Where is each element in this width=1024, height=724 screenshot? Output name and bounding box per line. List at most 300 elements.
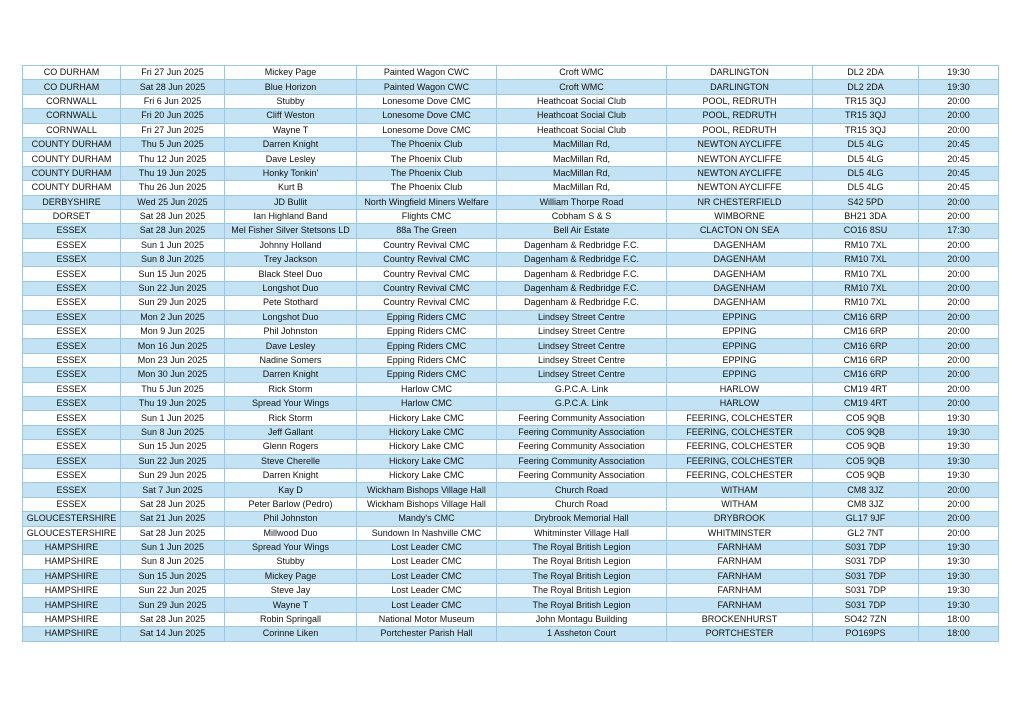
cell-time: 19:30 (919, 425, 999, 439)
cell-postcode: RM10 7XL (813, 238, 919, 252)
cell-town: DAGENHAM (667, 296, 813, 310)
cell-club: Hickory Lake CMC (357, 411, 497, 425)
cell-postcode: DL5 4LG (813, 152, 919, 166)
cell-time: 19:30 (919, 411, 999, 425)
cell-artist: Stubby (225, 555, 357, 569)
table-row (23, 569, 999, 583)
cell-artist: Steve Cherelle (225, 454, 357, 468)
cell-club: Painted Wagon CWC (357, 66, 497, 80)
cell-date: Sun 15 Jun 2025 (121, 440, 225, 454)
cell-club: National Motor Museum (357, 612, 497, 626)
cell-date: Fri 6 Jun 2025 (121, 94, 225, 108)
cell-club: The Phoenix Club (357, 137, 497, 151)
cell-postcode: S42 5PD (813, 195, 919, 209)
cell-time: 20:00 (919, 267, 999, 281)
cell-artist: Glenn Rogers (225, 440, 357, 454)
cell-town: POOL, REDRUTH (667, 109, 813, 123)
cell-postcode: DL5 4LG (813, 181, 919, 195)
cell-postcode: PO169PS (813, 627, 919, 641)
cell-town: FARNHAM (667, 598, 813, 612)
cell-date: Sat 28 Jun 2025 (121, 526, 225, 540)
cell-time: 20:00 (919, 209, 999, 223)
table-row (23, 152, 999, 166)
cell-club: Portchester Parish Hall (357, 627, 497, 641)
cell-time: 20:00 (919, 396, 999, 410)
cell-venue: The Royal British Legion (497, 555, 667, 569)
cell-postcode: SO42 7ZN (813, 612, 919, 626)
table-row (23, 497, 999, 511)
cell-time: 20:00 (919, 123, 999, 137)
table-row (23, 339, 999, 353)
table-row (23, 109, 999, 123)
table-row (23, 94, 999, 108)
cell-artist: Peter Barlow (Pedro) (225, 497, 357, 511)
cell-town: DAGENHAM (667, 267, 813, 281)
cell-club: Harlow CMC (357, 382, 497, 396)
cell-date: Thu 12 Jun 2025 (121, 152, 225, 166)
cell-date: Sun 15 Jun 2025 (121, 267, 225, 281)
cell-county: COUNTY DURHAM (23, 152, 121, 166)
cell-artist: Trey Jackson (225, 253, 357, 267)
cell-artist: Spread Your Wings (225, 396, 357, 410)
cell-club: Country Revival CMC (357, 253, 497, 267)
table-row (23, 209, 999, 223)
cell-postcode: S031 7DP (813, 540, 919, 554)
cell-date: Wed 25 Jun 2025 (121, 195, 225, 209)
cell-date: Sun 8 Jun 2025 (121, 555, 225, 569)
cell-time: 20:00 (919, 382, 999, 396)
cell-county: ESSEX (23, 440, 121, 454)
cell-time: 17:30 (919, 224, 999, 238)
cell-time: 19:30 (919, 555, 999, 569)
cell-club: Lost Leader CMC (357, 555, 497, 569)
cell-artist: Longshot Duo (225, 310, 357, 324)
cell-artist: Nadine Somers (225, 353, 357, 367)
cell-town: BROCKENHURST (667, 612, 813, 626)
table-row (23, 454, 999, 468)
cell-date: Sun 1 Jun 2025 (121, 238, 225, 252)
table-row (23, 612, 999, 626)
cell-club: North Wingfield Miners Welfare (357, 195, 497, 209)
cell-postcode: DL2 2DA (813, 66, 919, 80)
cell-county: ESSEX (23, 281, 121, 295)
cell-time: 20:00 (919, 353, 999, 367)
cell-artist: Rick Storm (225, 411, 357, 425)
cell-artist: Johnny Holland (225, 238, 357, 252)
cell-town: FEERING, COLCHESTER (667, 454, 813, 468)
cell-county: COUNTY DURHAM (23, 137, 121, 151)
table-row (23, 468, 999, 482)
cell-date: Thu 19 Jun 2025 (121, 166, 225, 180)
cell-postcode: CO5 9QB (813, 454, 919, 468)
cell-county: HAMPSHIRE (23, 612, 121, 626)
cell-time: 20:00 (919, 310, 999, 324)
cell-county: ESSEX (23, 425, 121, 439)
cell-venue: Croft WMC (497, 80, 667, 94)
cell-club: Mandy's CMC (357, 512, 497, 526)
table-row (23, 368, 999, 382)
cell-artist: Stubby (225, 94, 357, 108)
cell-club: The Phoenix Club (357, 166, 497, 180)
cell-county: ESSEX (23, 368, 121, 382)
cell-venue: Lindsey Street Centre (497, 325, 667, 339)
cell-venue: The Royal British Legion (497, 598, 667, 612)
cell-county: COUNTY DURHAM (23, 166, 121, 180)
cell-artist: Spread Your Wings (225, 540, 357, 554)
table-row (23, 310, 999, 324)
cell-artist: Ian Highland Band (225, 209, 357, 223)
cell-artist: Darren Knight (225, 137, 357, 151)
cell-venue: Whitminster Village Hall (497, 526, 667, 540)
cell-time: 20:45 (919, 137, 999, 151)
cell-postcode: S031 7DP (813, 584, 919, 598)
cell-postcode: RM10 7XL (813, 296, 919, 310)
cell-venue: Heathcoat Social Club (497, 94, 667, 108)
cell-artist: Phil Johnston (225, 325, 357, 339)
cell-venue: Feering Community Association (497, 468, 667, 482)
cell-time: 20:00 (919, 368, 999, 382)
cell-artist: Kay D (225, 483, 357, 497)
cell-venue: Dagenham & Redbridge F.C. (497, 267, 667, 281)
cell-postcode: CM16 6RP (813, 339, 919, 353)
cell-town: DRYBROOK (667, 512, 813, 526)
cell-time: 19:30 (919, 540, 999, 554)
cell-venue: Church Road (497, 483, 667, 497)
cell-venue: Heathcoat Social Club (497, 123, 667, 137)
cell-venue: MacMillan Rd, (497, 166, 667, 180)
cell-town: DARLINGTON (667, 80, 813, 94)
cell-date: Sun 1 Jun 2025 (121, 540, 225, 554)
cell-artist: Blue Horizon (225, 80, 357, 94)
cell-county: DERBYSHIRE (23, 195, 121, 209)
cell-artist: Robin Springall (225, 612, 357, 626)
cell-artist: Corinne Liken (225, 627, 357, 641)
cell-artist: Darren Knight (225, 468, 357, 482)
cell-club: Sundown In Nashville CMC (357, 526, 497, 540)
cell-postcode: CM19 4RT (813, 396, 919, 410)
cell-town: NEWTON AYCLIFFE (667, 166, 813, 180)
cell-artist: Phil Johnston (225, 512, 357, 526)
table-row (23, 166, 999, 180)
cell-town: HARLOW (667, 382, 813, 396)
cell-town: WITHAM (667, 483, 813, 497)
cell-postcode: CM16 6RP (813, 353, 919, 367)
cell-venue: John Montagu Building (497, 612, 667, 626)
cell-artist: Darren Knight (225, 368, 357, 382)
table-row (23, 137, 999, 151)
cell-club: Epping Riders CMC (357, 325, 497, 339)
cell-venue: The Royal British Legion (497, 569, 667, 583)
cell-time: 19:30 (919, 454, 999, 468)
cell-time: 20:00 (919, 497, 999, 511)
table-row (23, 627, 999, 641)
cell-postcode: DL5 4LG (813, 137, 919, 151)
cell-county: HAMPSHIRE (23, 627, 121, 641)
cell-town: POOL, REDRUTH (667, 123, 813, 137)
table-row (23, 325, 999, 339)
cell-time: 20:00 (919, 195, 999, 209)
cell-town: FEERING, COLCHESTER (667, 425, 813, 439)
cell-date: Mon 30 Jun 2025 (121, 368, 225, 382)
cell-club: Flights CMC (357, 209, 497, 223)
cell-venue: Dagenham & Redbridge F.C. (497, 281, 667, 295)
cell-time: 20:00 (919, 483, 999, 497)
cell-town: EPPING (667, 339, 813, 353)
cell-date: Sun 29 Jun 2025 (121, 296, 225, 310)
cell-club: Epping Riders CMC (357, 339, 497, 353)
cell-town: FARNHAM (667, 584, 813, 598)
cell-town: POOL, REDRUTH (667, 94, 813, 108)
cell-club: Lost Leader CMC (357, 569, 497, 583)
cell-time: 20:00 (919, 238, 999, 252)
cell-town: FEERING, COLCHESTER (667, 468, 813, 482)
table-row (23, 483, 999, 497)
cell-artist: Rick Storm (225, 382, 357, 396)
cell-postcode: CO16 8SU (813, 224, 919, 238)
cell-club: Lonesome Dove CMC (357, 109, 497, 123)
cell-club: Hickory Lake CMC (357, 468, 497, 482)
cell-venue: Church Road (497, 497, 667, 511)
cell-time: 19:30 (919, 80, 999, 94)
cell-venue: Feering Community Association (497, 454, 667, 468)
cell-town: EPPING (667, 310, 813, 324)
cell-time: 19:30 (919, 66, 999, 80)
table-row (23, 296, 999, 310)
cell-town: NEWTON AYCLIFFE (667, 152, 813, 166)
cell-county: HAMPSHIRE (23, 555, 121, 569)
cell-county: ESSEX (23, 325, 121, 339)
cell-club: Country Revival CMC (357, 281, 497, 295)
cell-county: CO DURHAM (23, 66, 121, 80)
cell-town: EPPING (667, 325, 813, 339)
cell-county: ESSEX (23, 267, 121, 281)
cell-county: HAMPSHIRE (23, 569, 121, 583)
cell-county: CORNWALL (23, 123, 121, 137)
cell-date: Sat 28 Jun 2025 (121, 612, 225, 626)
cell-date: Sun 15 Jun 2025 (121, 569, 225, 583)
table-row (23, 80, 999, 94)
cell-county: ESSEX (23, 224, 121, 238)
table-row (23, 267, 999, 281)
cell-artist: Longshot Duo (225, 281, 357, 295)
cell-county: ESSEX (23, 454, 121, 468)
cell-postcode: CO5 9QB (813, 411, 919, 425)
cell-postcode: CM8 3JZ (813, 497, 919, 511)
cell-venue: Bell Air Estate (497, 224, 667, 238)
cell-venue: Drybrook Memorial Hall (497, 512, 667, 526)
cell-time: 19:30 (919, 569, 999, 583)
cell-town: WITHAM (667, 497, 813, 511)
cell-county: ESSEX (23, 468, 121, 482)
table-row (23, 224, 999, 238)
cell-artist: Mickey Page (225, 66, 357, 80)
cell-venue: G.P.C.A. Link (497, 396, 667, 410)
cell-date: Mon 23 Jun 2025 (121, 353, 225, 367)
cell-postcode: S031 7DP (813, 598, 919, 612)
table-row (23, 66, 999, 80)
cell-venue: G.P.C.A. Link (497, 382, 667, 396)
cell-club: Lost Leader CMC (357, 598, 497, 612)
cell-postcode: TR15 3QJ (813, 94, 919, 108)
cell-artist: Black Steel Duo (225, 267, 357, 281)
cell-club: Harlow CMC (357, 396, 497, 410)
cell-postcode: TR15 3QJ (813, 109, 919, 123)
cell-club: Lost Leader CMC (357, 540, 497, 554)
cell-club: Epping Riders CMC (357, 310, 497, 324)
table-row (23, 396, 999, 410)
cell-county: ESSEX (23, 310, 121, 324)
cell-town: EPPING (667, 368, 813, 382)
cell-time: 20:00 (919, 109, 999, 123)
cell-club: Wickham Bishops Village Hall (357, 483, 497, 497)
cell-county: ESSEX (23, 497, 121, 511)
cell-artist: Mickey Page (225, 569, 357, 583)
cell-artist: Wayne T (225, 598, 357, 612)
cell-postcode: GL17 9JF (813, 512, 919, 526)
cell-town: CLACTON ON SEA (667, 224, 813, 238)
cell-artist: Steve Jay (225, 584, 357, 598)
cell-date: Sun 22 Jun 2025 (121, 454, 225, 468)
cell-time: 20:00 (919, 512, 999, 526)
cell-venue: Lindsey Street Centre (497, 353, 667, 367)
cell-date: Sat 28 Jun 2025 (121, 209, 225, 223)
cell-artist: Mel Fisher Silver Stetsons LD (225, 224, 357, 238)
gig-listing-table (22, 65, 999, 642)
cell-county: COUNTY DURHAM (23, 181, 121, 195)
cell-postcode: RM10 7XL (813, 253, 919, 267)
cell-venue: MacMillan Rd, (497, 137, 667, 151)
cell-time: 20:00 (919, 281, 999, 295)
cell-venue: Lindsey Street Centre (497, 368, 667, 382)
cell-artist: Pete Stothard (225, 296, 357, 310)
cell-time: 20:00 (919, 296, 999, 310)
cell-venue: The Royal British Legion (497, 584, 667, 598)
cell-artist: Millwood Duo (225, 526, 357, 540)
cell-town: FEERING, COLCHESTER (667, 411, 813, 425)
cell-date: Sat 14 Jun 2025 (121, 627, 225, 641)
table-row (23, 512, 999, 526)
cell-date: Sun 1 Jun 2025 (121, 411, 225, 425)
cell-venue: Dagenham & Redbridge F.C. (497, 296, 667, 310)
cell-county: HAMPSHIRE (23, 540, 121, 554)
cell-club: Wickham Bishops Village Hall (357, 497, 497, 511)
gig-rows (23, 66, 999, 642)
cell-county: ESSEX (23, 253, 121, 267)
cell-county: CO DURHAM (23, 80, 121, 94)
cell-county: CORNWALL (23, 109, 121, 123)
cell-club: Lonesome Dove CMC (357, 123, 497, 137)
cell-time: 20:00 (919, 253, 999, 267)
cell-date: Sun 29 Jun 2025 (121, 598, 225, 612)
cell-artist: Wayne T (225, 123, 357, 137)
cell-club: Hickory Lake CMC (357, 454, 497, 468)
cell-time: 20:00 (919, 526, 999, 540)
table-row (23, 123, 999, 137)
cell-postcode: CM19 4RT (813, 382, 919, 396)
table-row (23, 195, 999, 209)
cell-county: ESSEX (23, 339, 121, 353)
cell-county: ESSEX (23, 382, 121, 396)
cell-club: Painted Wagon CWC (357, 80, 497, 94)
table-row (23, 382, 999, 396)
cell-town: WHITMINSTER (667, 526, 813, 540)
cell-venue: Cobham S & S (497, 209, 667, 223)
cell-town: DAGENHAM (667, 253, 813, 267)
cell-date: Sat 28 Jun 2025 (121, 224, 225, 238)
cell-postcode: CO5 9QB (813, 440, 919, 454)
cell-venue: Lindsey Street Centre (497, 310, 667, 324)
cell-time: 20:45 (919, 152, 999, 166)
cell-venue: The Royal British Legion (497, 540, 667, 554)
cell-club: Country Revival CMC (357, 267, 497, 281)
cell-club: The Phoenix Club (357, 152, 497, 166)
cell-date: Thu 5 Jun 2025 (121, 382, 225, 396)
cell-town: FEERING, COLCHESTER (667, 440, 813, 454)
cell-venue: Heathcoat Social Club (497, 109, 667, 123)
cell-venue: Lindsey Street Centre (497, 339, 667, 353)
cell-club: Epping Riders CMC (357, 368, 497, 382)
cell-venue: William Thorpe Road (497, 195, 667, 209)
cell-venue: Dagenham & Redbridge F.C. (497, 238, 667, 252)
cell-venue: 1 Assheton Court (497, 627, 667, 641)
cell-club: 88a The Green (357, 224, 497, 238)
cell-date: Fri 27 Jun 2025 (121, 123, 225, 137)
cell-town: WIMBORNE (667, 209, 813, 223)
cell-town: NR CHESTERFIELD (667, 195, 813, 209)
cell-county: CORNWALL (23, 94, 121, 108)
cell-date: Fri 27 Jun 2025 (121, 66, 225, 80)
cell-club: Country Revival CMC (357, 238, 497, 252)
cell-county: HAMPSHIRE (23, 584, 121, 598)
cell-time: 18:00 (919, 627, 999, 641)
cell-date: Sat 28 Jun 2025 (121, 80, 225, 94)
cell-postcode: DL2 2DA (813, 80, 919, 94)
cell-club: Epping Riders CMC (357, 353, 497, 367)
cell-club: Country Revival CMC (357, 296, 497, 310)
table-row (23, 238, 999, 252)
table-row (23, 526, 999, 540)
cell-postcode: GL2 7NT (813, 526, 919, 540)
cell-date: Sat 28 Jun 2025 (121, 497, 225, 511)
cell-town: FARNHAM (667, 569, 813, 583)
cell-artist: Dave Lesley (225, 339, 357, 353)
cell-date: Sat 7 Jun 2025 (121, 483, 225, 497)
table-row (23, 440, 999, 454)
cell-time: 19:30 (919, 584, 999, 598)
cell-town: EPPING (667, 353, 813, 367)
cell-town: FARNHAM (667, 540, 813, 554)
cell-artist: JD Bullit (225, 195, 357, 209)
cell-county: ESSEX (23, 396, 121, 410)
cell-venue: Dagenham & Redbridge F.C. (497, 253, 667, 267)
cell-date: Sun 8 Jun 2025 (121, 253, 225, 267)
cell-date: Sun 22 Jun 2025 (121, 584, 225, 598)
cell-postcode: RM10 7XL (813, 281, 919, 295)
cell-county: ESSEX (23, 296, 121, 310)
cell-date: Mon 16 Jun 2025 (121, 339, 225, 353)
cell-artist: Jeff Gallant (225, 425, 357, 439)
cell-postcode: CM8 3JZ (813, 483, 919, 497)
cell-town: FARNHAM (667, 555, 813, 569)
cell-postcode: CM16 6RP (813, 325, 919, 339)
cell-postcode: CO5 9QB (813, 425, 919, 439)
cell-club: Lost Leader CMC (357, 584, 497, 598)
cell-town: DARLINGTON (667, 66, 813, 80)
cell-date: Sun 8 Jun 2025 (121, 425, 225, 439)
cell-club: Hickory Lake CMC (357, 440, 497, 454)
table-row (23, 425, 999, 439)
cell-venue: Feering Community Association (497, 425, 667, 439)
